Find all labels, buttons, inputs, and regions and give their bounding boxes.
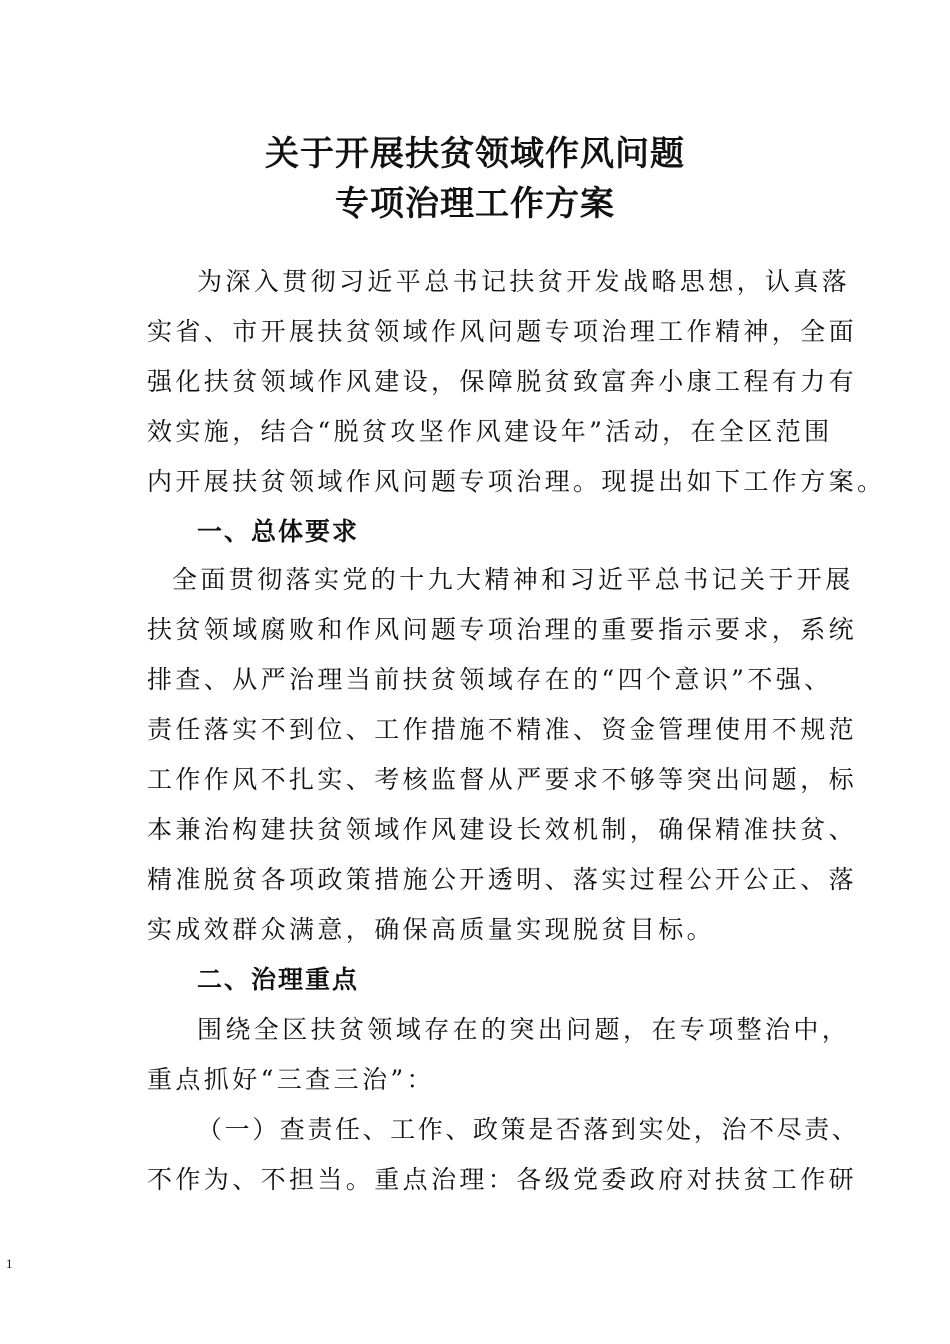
section1-line: 全面贯彻落实党的十九大精神和习近平总书记关于开展 [172,565,854,594]
intro-line: 为深入贯彻习近平总书记扶贫开发战略思想，认真落 [197,267,851,296]
item1-line: 不作为、不担当。重点治理：各级党委政府对扶贫工作研 [147,1165,858,1194]
section1-line: 责任落实不到位、工作措施不精准、资金管理使用不规范 [147,715,858,744]
document-title-line-1: 关于开展扶贫领域作风问题 [265,134,685,174]
section2-line: 围绕全区扶贫领域存在的突出问题，在专项整治中， [197,1015,851,1044]
section1-line: 精准脱贫各项政策措施公开透明、落实过程公开公正、落 [147,865,858,894]
page-number: 1 [6,1256,13,1271]
section2-line: 重点抓好“三查三治”： [147,1065,435,1094]
section-heading-governance-focus: 二、治理重点 [197,965,360,994]
intro-line: 实省、市开展扶贫领域作风问题专项治理工作精神，全面 [147,317,858,346]
section1-line: 工作作风不扎实、考核监督从严要求不够等突出问题，标 [147,765,858,794]
section1-line: 本兼治构建扶贫领域作风建设长效机制，确保精准扶贫、 [147,815,858,844]
intro-line: 强化扶贫领域作风建设，保障脱贫致富奔小康工程有力有 [147,367,858,396]
intro-line: 内开展扶贫领域作风问题专项治理。现提出如下工作方案。 [147,467,886,496]
item1-line: （一）查责任、工作、政策是否落到实处，治不尽责、 [197,1115,860,1144]
section-heading-overall-requirements: 一、总体要求 [197,517,360,546]
section1-line: 实成效群众满意，确保高质量实现脱贫目标。 [147,915,716,944]
section1-line: 排查、从严治理当前扶贫领域存在的“四个意识”不强、 [147,665,833,694]
section1-line: 扶贫领域腐败和作风问题专项治理的重要指示要求，系统 [147,615,858,644]
intro-line: 效实施，结合“脱贫攻坚作风建设年”活动，在全区范围 [147,417,833,446]
document-title-line-2: 专项治理工作方案 [335,184,615,224]
